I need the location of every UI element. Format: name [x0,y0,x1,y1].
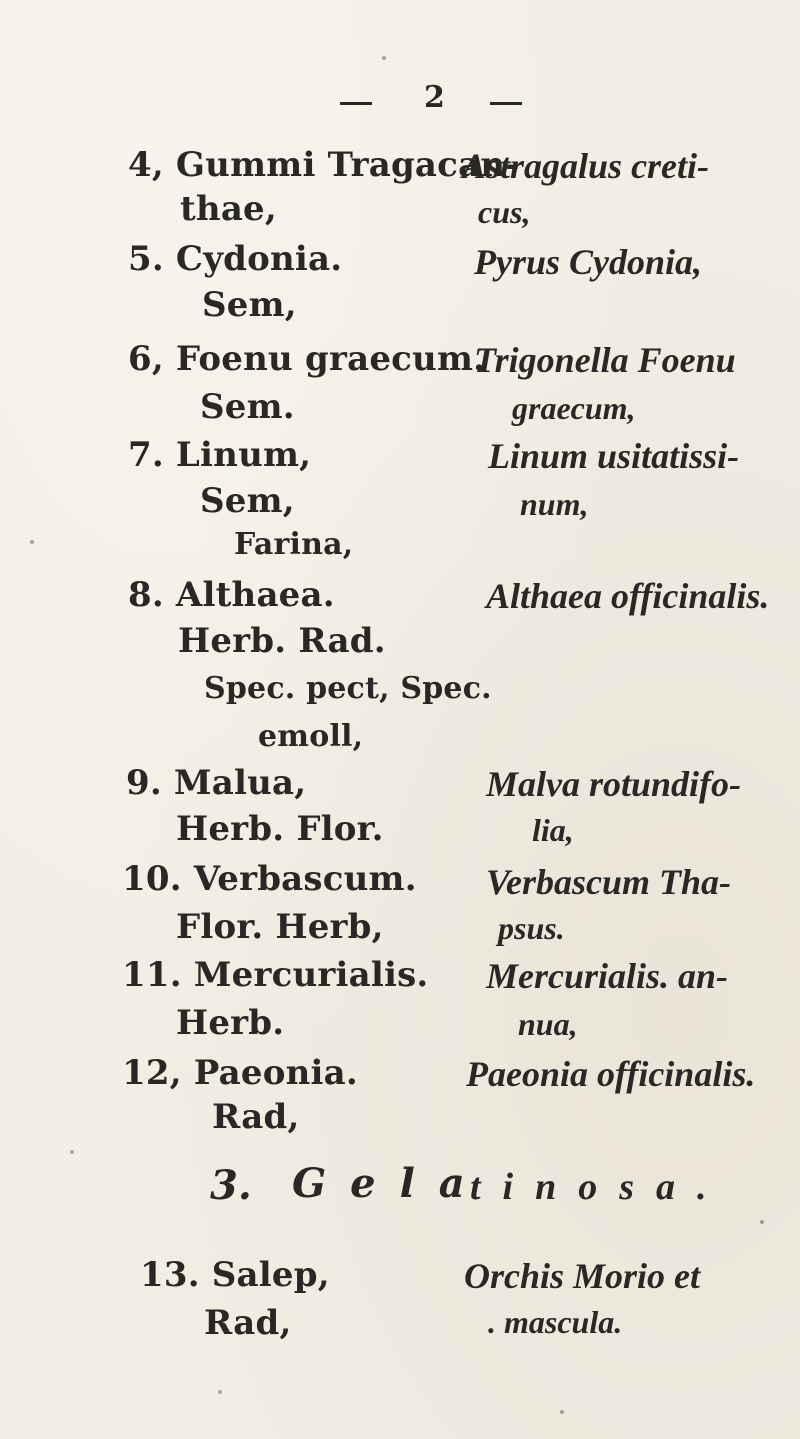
paper-speck [218,1390,222,1394]
paper-speck [70,1150,74,1154]
entry-10-right-line1: Verbascum Tha- [486,862,732,902]
entry-4-left-line1: 4, Gummi Tragacan- [128,145,520,185]
paper-speck [30,540,34,544]
section-title-part1: Gela [292,1160,489,1207]
page-number-header [340,80,540,120]
entry-6-right-line2: graecum, [512,390,636,426]
section-number: 3. [210,1162,252,1209]
entry-7-left-line2: Sem, [200,481,295,521]
entry-4-right-line2: cus, [478,194,531,230]
entry-9-right-line1-text: Malva rotundifo- [486,764,742,804]
entry-10-left-line1: 10. Verbascum. [122,859,417,899]
entry-7-left-line3: Farina, [234,527,354,562]
entry-12-left-line2: Rad, [212,1097,300,1137]
entry-12-right-line1: Paeonia officinalis. [466,1054,756,1094]
header-dash-left [340,102,372,105]
header-dash-right [490,102,522,105]
entry-8-right-line1: Althaea officinalis. [486,576,770,616]
entry-7-left-line1: 7. Linum, [128,435,312,475]
entry-9-left-line2: Herb. Flor. [176,809,384,849]
entry-9-right-line2: lia, [532,812,574,848]
entry-8-left-line3: Spec. pect, Spec. [204,671,492,706]
entry-11-right-line1: Mercurialis. an- [486,956,729,996]
paper-speck [560,1410,564,1414]
paper-speck [760,1220,764,1224]
entry-13-right-line2: . mascula. [488,1304,623,1340]
entry-5-left-line1: 5. Cydonia. [128,239,343,279]
page-number: 2 [424,80,445,115]
entry-13-right-line1: Orchis Morio et [464,1256,701,1296]
entry-13-left-line1: 13. Salep, [140,1255,330,1295]
entry-8-left-line4: emoll, [258,719,364,754]
section-title-part2: tinosa. [470,1166,729,1208]
entry-4-right-line1: Astragalus creti- [462,146,710,186]
entry-7-right-line1: Linum usitatissi- [488,436,740,476]
entry-8-left-line2: Herb. Rad. [178,621,386,661]
entry-9-left-line1: 9. Malua, [126,763,307,803]
entry-4-left-line2: thae, [180,189,277,229]
entry-11-left-line1: 11. Mercurialis. [122,955,429,995]
entry-6-right-line1: Trigonella Foenu [474,340,736,380]
entry-10-right-line2: psus. [498,910,565,946]
entry-6-left-line1: 6, Foenu graecum. [128,339,486,379]
entry-6-left-line2: Sem. [200,387,295,427]
entry-7-right-line2: num, [520,486,589,522]
entry-11-left-line2: Herb. [176,1003,285,1043]
entry-5-left-line2: Sem, [202,285,297,325]
entry-11-right-line2: nua, [518,1006,578,1042]
entry-8-left-line1: 8. Althaea. [128,575,335,615]
entry-13-left-line2: Rad, [204,1303,292,1343]
paper-speck [382,56,386,60]
entry-12-left-line1: 12, Paeonia. [122,1053,358,1093]
entry-10-left-line2: Flor. Herb, [176,907,384,947]
entry-5-right-line1: Pyrus Cydonia, [474,242,703,282]
